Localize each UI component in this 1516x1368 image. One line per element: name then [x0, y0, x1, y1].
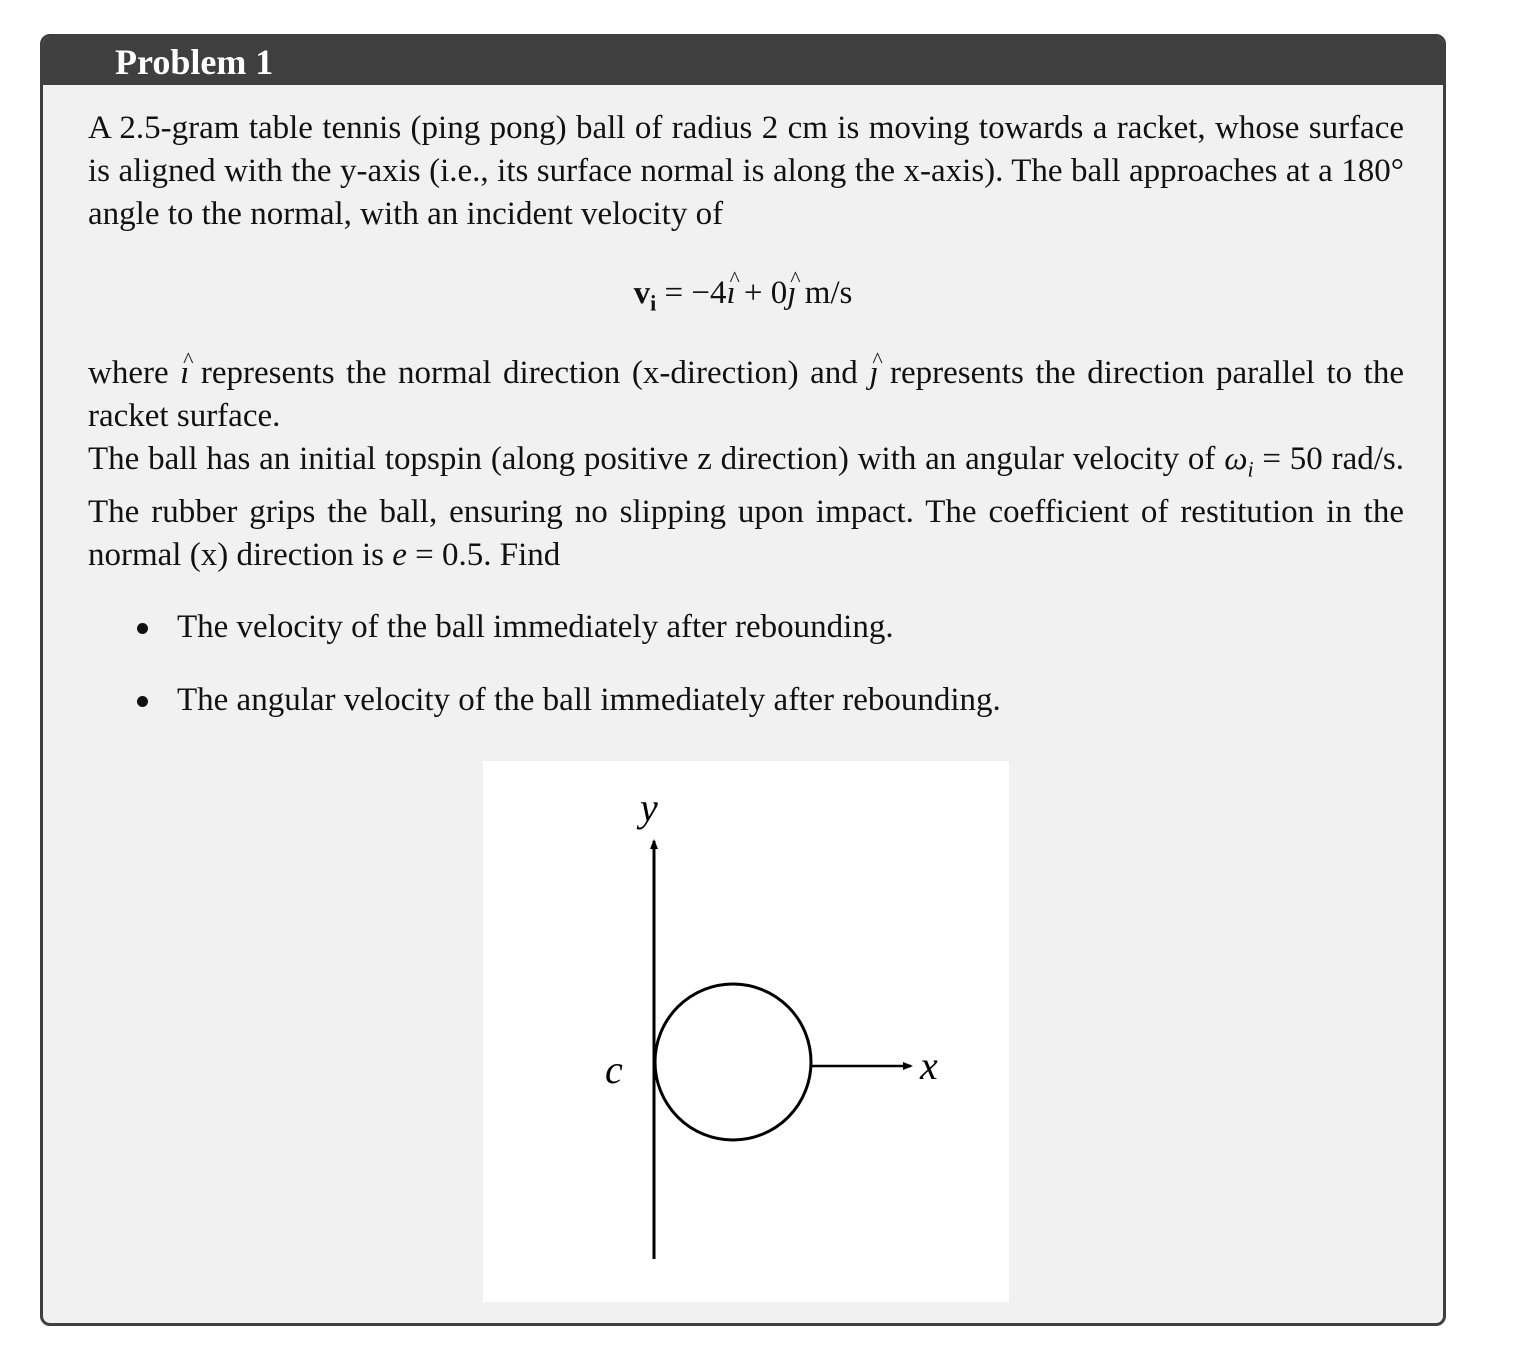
spin-paragraph — [88, 438, 1404, 577]
p3-text-a: The ball has an initial topspin (along positive z direction) with an angular velocity of — [88, 441, 1225, 477]
diagram-svg — [483, 761, 1009, 1302]
list-item — [133, 680, 1001, 720]
problem-header — [43, 37, 1443, 85]
contact-point-label: c — [605, 1047, 623, 1092]
list-item — [133, 607, 1001, 647]
intro-paragraph: A 2.5-gram table tennis (ping pong) ball of radius 2 cm is moving towards a racket, whose surface is aligned with the y-axis (i.e., its surface normal is along the x-axis). The ball approaches at a 180° angle to the normal, with an incident velocity of — [88, 110, 1404, 232]
p3-text-c: = 0.5. Find — [406, 536, 561, 573]
p3-omega: ω — [1224, 441, 1248, 477]
eq-i-hat: ^ ı — [726, 273, 735, 313]
p2-i-hat: ^ ı — [180, 352, 189, 395]
eq-v-sub: i — [650, 290, 657, 316]
bullet-dot — [137, 623, 148, 634]
p2-text-c: represents the direction parallel to the racket surface. — [88, 355, 1404, 434]
p3-text-b: = 50 rad/s. The rubber grips the ball, ensuring no slipping upon impact. The coefficient of restitution in the normal (x) direction is — [88, 441, 1404, 573]
direction-paragraph — [88, 352, 1404, 438]
problem-card — [40, 34, 1446, 1326]
p2-text-b: represents the normal direction (x-direction) and — [189, 355, 870, 391]
p2-text-a: where — [88, 355, 181, 391]
eq-rhs-b: + 0 — [735, 275, 788, 311]
bullet-text: The velocity of the ball immediately after rebounding. — [177, 609, 894, 645]
y-axis-label: y — [640, 785, 658, 830]
p2-j-hat: ^ ȷ — [869, 352, 878, 395]
p3-omega-sub: i — [1247, 456, 1254, 482]
p3-e: e — [392, 536, 407, 573]
bullet-text: The angular velocity of the ball immediately after rebounding. — [177, 682, 1001, 718]
ball-circle — [655, 984, 811, 1140]
ball-racket-figure — [483, 761, 1009, 1302]
eq-v: v — [633, 275, 651, 311]
x-axis-label: x — [920, 1043, 938, 1088]
velocity-equation — [43, 273, 1443, 324]
task-list — [133, 607, 1001, 753]
eq-rhs-a: = −4 — [656, 275, 727, 311]
eq-unit: m/s — [796, 275, 853, 311]
bullet-dot — [137, 696, 148, 707]
problem-title: Problem 1 — [115, 42, 274, 82]
eq-j-hat: ^ ȷ — [787, 273, 796, 313]
